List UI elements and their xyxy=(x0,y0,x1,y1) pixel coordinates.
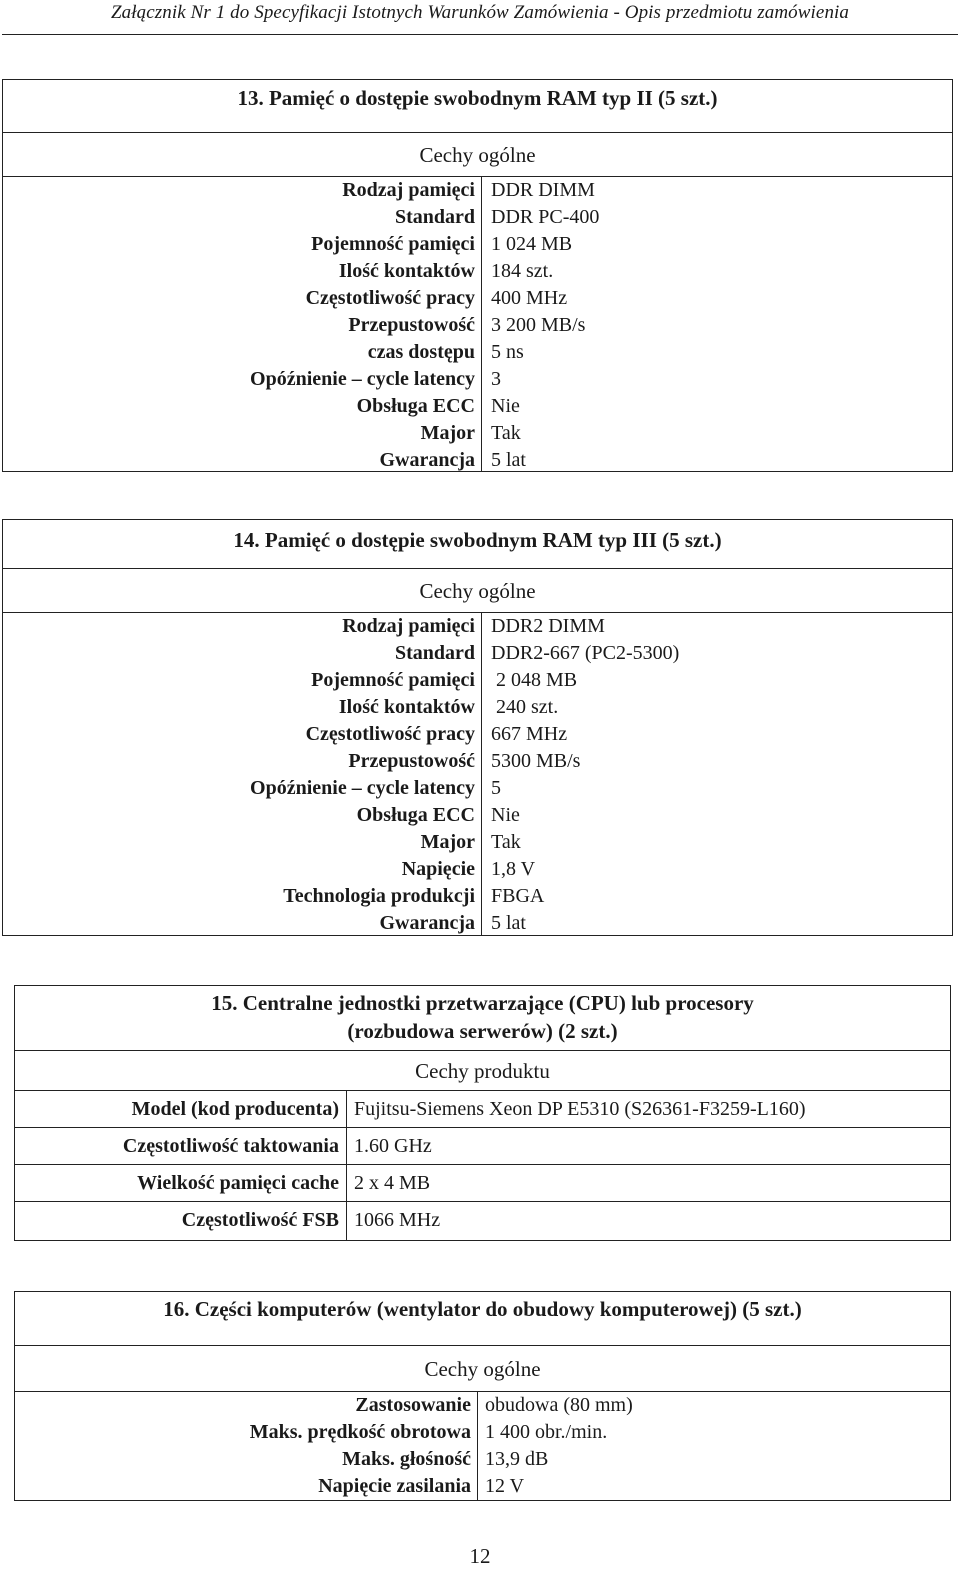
spec-row xyxy=(15,1392,950,1419)
spec-row xyxy=(3,366,952,393)
spec-label: Technologia produkcji xyxy=(283,885,475,907)
spec-value: obudowa (80 mm) xyxy=(485,1394,633,1416)
section-13-title: 13. Pamięć o dostępie swobodnym RAM typ II (5 szt.) xyxy=(237,86,718,110)
spec-label: Gwarancja xyxy=(379,449,475,471)
section-13-rows xyxy=(3,177,952,474)
spec-value: 2 x 4 MB xyxy=(354,1172,431,1194)
spec-value: FBGA xyxy=(491,885,545,907)
section-15 xyxy=(14,985,951,1241)
header-rule xyxy=(2,34,958,35)
spec-row xyxy=(3,285,952,312)
spec-value: 5 lat xyxy=(491,449,526,471)
document-header: Załącznik Nr 1 do Specyfikacji Istotnych Warunków Zamówienia - Opis przedmiotu zamówienia xyxy=(110,2,850,23)
section-13-subhead: Cechy ogólne xyxy=(419,143,536,167)
spec-row xyxy=(15,1165,950,1202)
spec-label: Model (kod producenta) xyxy=(131,1098,339,1120)
spec-label: Standard xyxy=(394,642,475,664)
spec-row xyxy=(15,1473,950,1500)
spec-row xyxy=(3,204,952,231)
spec-row xyxy=(3,393,952,420)
spec-label: Pojemność pamięci xyxy=(311,669,475,691)
spec-value: 5 ns xyxy=(491,341,524,363)
divider xyxy=(15,1345,950,1346)
spec-value: DDR DIMM xyxy=(491,179,595,201)
page-number: 12 xyxy=(469,1544,491,1568)
spec-row xyxy=(15,1419,950,1446)
section-16 xyxy=(14,1291,951,1501)
spec-value: 667 MHz xyxy=(491,723,568,745)
spec-label: Napięcie xyxy=(401,858,475,880)
spec-label: Rodzaj pamięci xyxy=(342,179,475,201)
spec-label: Przepustowość xyxy=(348,314,475,336)
spec-label: Opóźnienie – cycle latency xyxy=(250,777,475,799)
spec-row xyxy=(3,910,952,937)
spec-label: Major xyxy=(420,422,475,444)
spec-row xyxy=(3,802,952,829)
spec-value: 13,9 dB xyxy=(485,1448,549,1470)
spec-value: 1 400 obr./min. xyxy=(485,1421,608,1443)
spec-row xyxy=(15,1202,950,1239)
divider xyxy=(3,132,952,133)
spec-value: 12 V xyxy=(485,1475,525,1497)
spec-row xyxy=(3,883,952,910)
section-15-title-line-1: 15. Centralne jednostki przetwarzające (CPU) lub procesory xyxy=(211,991,754,1015)
spec-row xyxy=(3,312,952,339)
section-16-subhead: Cechy ogólne xyxy=(424,1357,541,1381)
spec-value: DDR PC-400 xyxy=(491,206,600,228)
spec-row xyxy=(3,829,952,856)
spec-row xyxy=(3,231,952,258)
spec-row xyxy=(3,177,952,204)
spec-value: 1 024 MB xyxy=(491,233,573,255)
spec-label: Wielkość pamięci cache xyxy=(137,1172,339,1194)
spec-row xyxy=(3,339,952,366)
spec-label: czas dostępu xyxy=(367,341,475,363)
spec-row xyxy=(3,258,952,285)
spec-label: Częstotliwość taktowania xyxy=(122,1135,339,1157)
section-14-title: 14. Pamięć o dostępie swobodnym RAM typ III (5 szt.) xyxy=(233,528,722,552)
spec-label: Gwarancja xyxy=(379,912,475,934)
spec-value: 3 200 MB/s xyxy=(491,314,586,336)
spec-row xyxy=(3,447,952,474)
spec-value: 5300 MB/s xyxy=(491,750,581,772)
spec-row xyxy=(15,1091,950,1128)
section-16-title: 16. Części komputerów (wentylator do obudowy komputerowej) (5 szt.) xyxy=(163,1297,802,1321)
spec-label: Zastosowanie xyxy=(355,1394,471,1416)
spec-label: Opóźnienie – cycle latency xyxy=(250,368,475,390)
spec-label: Standard xyxy=(394,206,475,228)
section-16-rows xyxy=(15,1392,950,1500)
spec-value: Tak xyxy=(491,831,521,853)
divider xyxy=(15,1050,950,1051)
spec-label: Major xyxy=(420,831,475,853)
section-13 xyxy=(2,79,953,472)
spec-value: Fujitsu-Siemens Xeon DP E5310 (S26361-F3259-L160) xyxy=(354,1098,806,1120)
spec-row xyxy=(3,667,952,694)
spec-row xyxy=(3,748,952,775)
spec-label: Częstotliwość FSB xyxy=(181,1209,339,1231)
spec-label: Maks. prędkość obrotowa xyxy=(249,1421,471,1443)
spec-value: 1,8 V xyxy=(491,858,536,880)
spec-row xyxy=(3,856,952,883)
spec-value: Tak xyxy=(491,422,521,444)
spec-row xyxy=(3,775,952,802)
spec-row xyxy=(3,420,952,447)
section-14 xyxy=(2,519,953,936)
spec-value: Nie xyxy=(491,395,520,417)
spec-label: Pojemność pamięci xyxy=(311,233,475,255)
spec-value: 5 lat xyxy=(491,912,526,934)
spec-row xyxy=(3,721,952,748)
spec-value: DDR2-667 (PC2-5300) xyxy=(491,642,680,664)
spec-label: Ilość kontaktów xyxy=(338,696,475,718)
spec-value: 400 MHz xyxy=(491,287,568,309)
spec-value: Nie xyxy=(491,804,520,826)
spec-label: Maks. głośność xyxy=(342,1448,471,1470)
spec-label: Rodzaj pamięci xyxy=(342,615,475,637)
spec-row xyxy=(3,613,952,640)
spec-row xyxy=(15,1128,950,1165)
spec-value: 2 048 MB xyxy=(491,669,578,691)
section-15-title-line-2: (rozbudowa serwerów) (2 szt.) xyxy=(347,1019,618,1043)
spec-label: Obsługa ECC xyxy=(356,804,475,826)
spec-label: Częstotliwość pracy xyxy=(305,287,475,309)
spec-value: 1066 MHz xyxy=(354,1209,441,1231)
spec-value: 3 xyxy=(491,368,501,390)
spec-label: Ilość kontaktów xyxy=(338,260,475,282)
spec-value: 5 xyxy=(491,777,501,799)
spec-label: Przepustowość xyxy=(348,750,475,772)
spec-value: 240 szt. xyxy=(491,696,559,718)
spec-label: Napięcie zasilania xyxy=(318,1475,471,1497)
section-14-subhead: Cechy ogólne xyxy=(419,579,536,603)
section-14-rows xyxy=(3,613,952,937)
spec-row xyxy=(3,694,952,721)
section-15-rows xyxy=(15,1091,950,1239)
spec-row xyxy=(3,640,952,667)
spec-value: 1.60 GHz xyxy=(354,1135,432,1157)
spec-label: Częstotliwość pracy xyxy=(305,723,475,745)
divider xyxy=(3,568,952,569)
spec-value: DDR2 DIMM xyxy=(491,615,605,637)
spec-label: Obsługa ECC xyxy=(356,395,475,417)
spec-value: 184 szt. xyxy=(491,260,554,282)
spec-row xyxy=(15,1446,950,1473)
section-15-subhead: Cechy produktu xyxy=(415,1059,550,1083)
